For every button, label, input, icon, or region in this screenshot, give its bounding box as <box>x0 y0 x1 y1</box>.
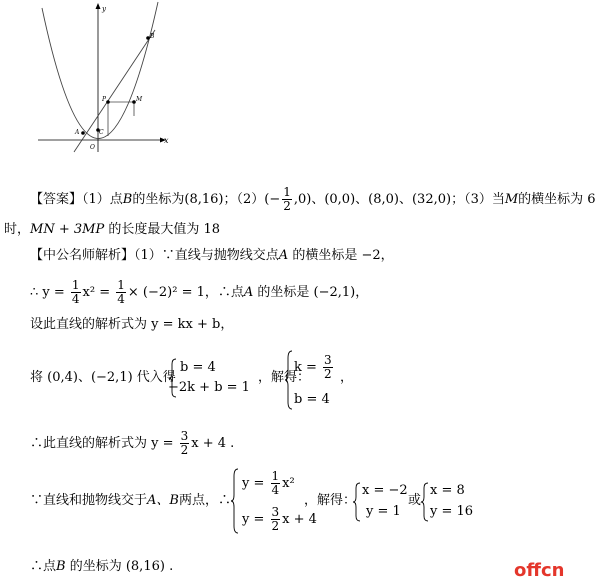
analysis-line-6-mid: ，解得： <box>304 493 357 508</box>
brace-system-4 <box>352 482 362 522</box>
label-y: y <box>102 5 106 13</box>
analysis-line-6-or: 或 <box>408 493 422 508</box>
analysis-line-3: 设此直线的解析式为 y = kx + b， <box>30 317 234 332</box>
parabola-curve <box>42 2 158 139</box>
brace-system-5 <box>420 482 430 522</box>
analysis-line-7: ∴点B 的坐标为 (8,16) . <box>30 559 174 574</box>
fraction-half: $\frac{1}{2}$ <box>283 185 291 213</box>
analysis-line-2: ∴ y = $\frac{1}{4}$ x² = $\frac{1}{4}$ × (−2)² = 1，∴点A 的坐标是 (−2,1)， <box>30 278 369 306</box>
analysis-line-4-end: ， <box>340 370 354 385</box>
brace-system-2 <box>284 350 294 410</box>
parabola-graph <box>30 0 220 160</box>
analysis-tag: 【中公名师解析】 <box>30 248 135 263</box>
label-C: C <box>99 129 104 136</box>
answer-tag: 【答案】 <box>30 192 83 207</box>
label-x: x <box>164 136 169 145</box>
offcn-watermark: offcn <box>514 560 565 581</box>
analysis-line-6-lead: ∵直线和抛物线交于A、B两点，∴ <box>30 493 231 508</box>
point-P <box>106 100 110 104</box>
line-AB <box>74 30 155 152</box>
brace-system-3 <box>230 468 240 534</box>
label-M: M <box>136 96 143 103</box>
label-A: A <box>75 129 80 136</box>
label-P: P <box>102 96 107 103</box>
label-O: O <box>90 144 95 151</box>
analysis-line-5: ∴此直线的解析式为 y = $\frac{3}{2}$ x + 4 . <box>30 429 235 457</box>
analysis-line-4-lead: 将 (0,4)、(−2,1) 代入得 <box>30 370 176 385</box>
point-A <box>81 131 85 135</box>
label-B: B <box>150 33 155 40</box>
answer-line-2: 时，MN + 3MP 的长度最大值为 18 <box>4 222 221 237</box>
analysis-line-4-mid: ，解得： <box>258 370 311 385</box>
answer-line-1: 【答案】（1）点B的坐标为(8,16)；（2）(− $\frac{1}{2}$ ,0)、(0,0)、(8,0)、(32,0)；（3）当M的横坐标为 6 <box>30 185 596 213</box>
analysis-line-1: 【中公名师解析】（1）∵直线与抛物线交点A 的横坐标是 −2， <box>30 248 394 263</box>
